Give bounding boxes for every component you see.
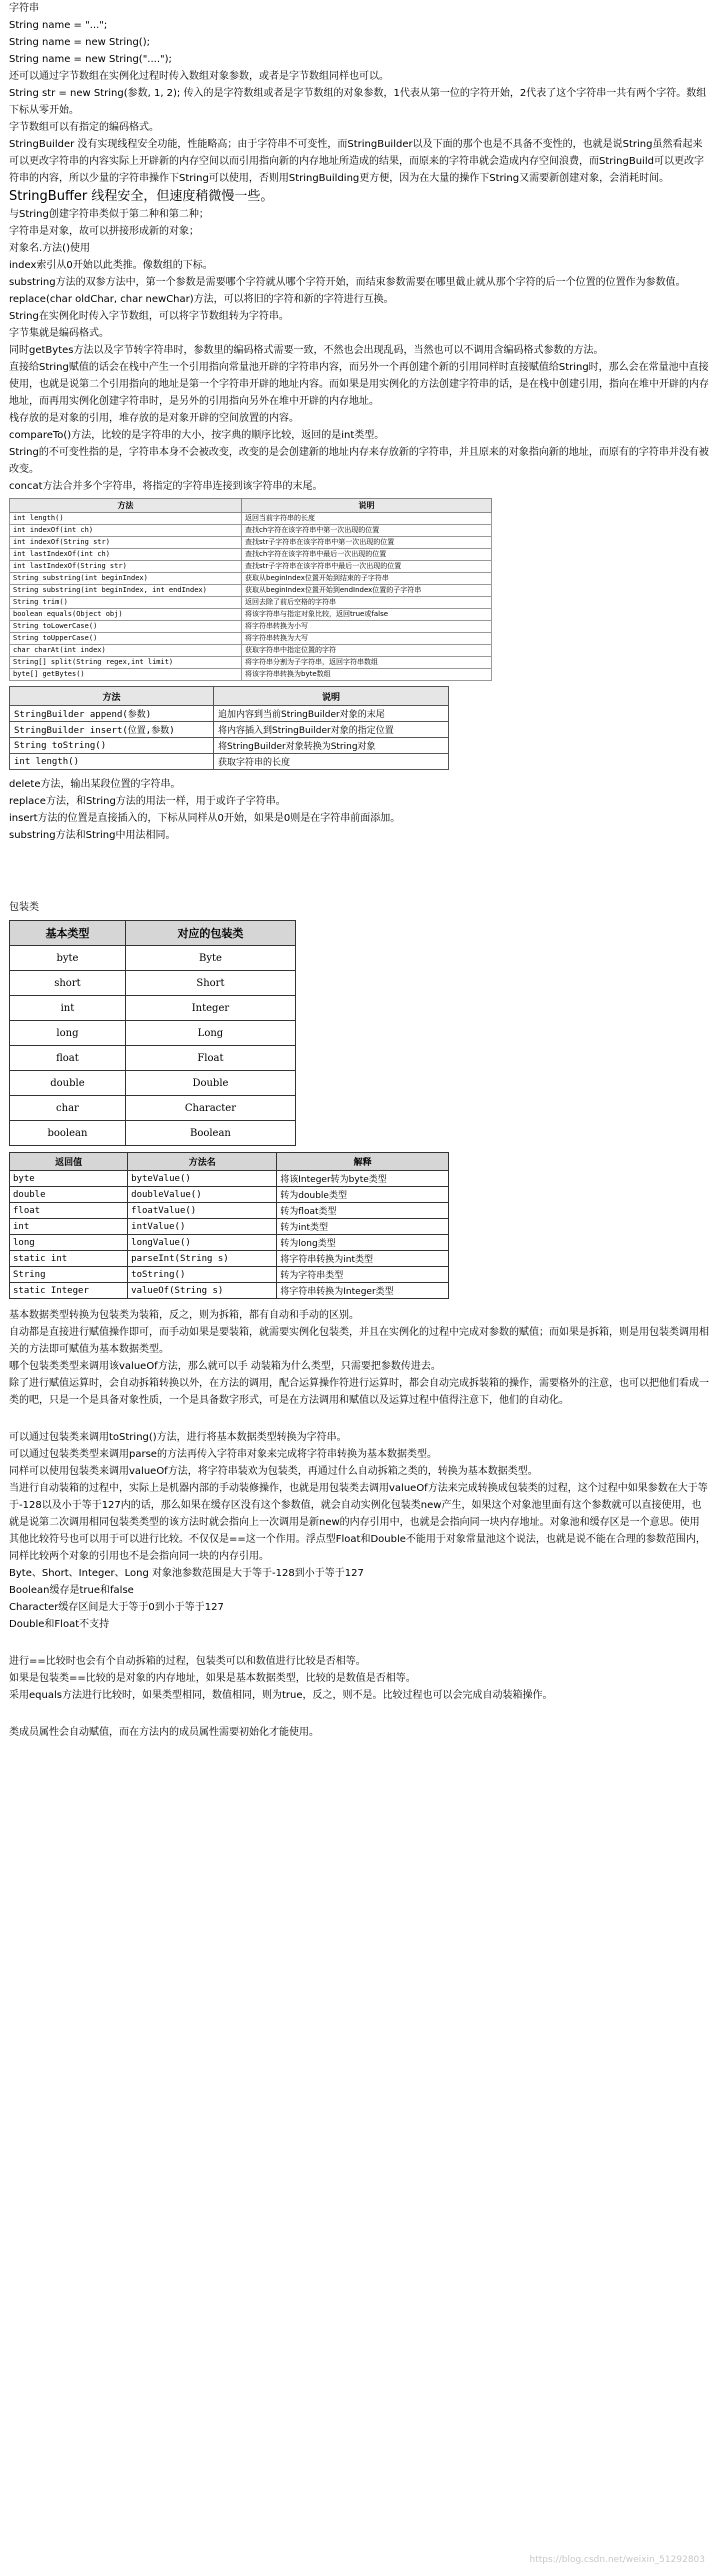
table-cell: 转为字符串类型 [277, 1267, 449, 1283]
paragraph: 字节集就是编码格式。 [9, 328, 109, 339]
paragraph: 自动都是直接进行赋值操作即可，而手动如果是要装箱，就需要实例化包装类，并且在实例化的过程中完成对参数的赋值；而如果是拆箱，则是用包装类调用相关的方法即可赋值为基本数据类型。 [9, 1327, 709, 1355]
table-row [10, 669, 492, 681]
paragraph: replace方法，和String方法的用法一样，用于或许子字符串。 [9, 796, 286, 807]
paragraph: Double和Float不支持 [9, 1619, 110, 1630]
paragraph: 同样可以使用包装类来调用valueOf方法，将字符串装欢为包装类，再通过什么自动拆箱之类的，转换为基本数据类型。 [9, 1466, 538, 1477]
paragraph: 采用equals方法进行比较时，如果类型相同，数值相同，则为true，反之，则不是。比较过程也可以会完成自动装箱操作。 [9, 1690, 553, 1701]
table-cell: 查找ch字符在该字符串中最后一次出现的位置 [242, 549, 492, 561]
table-row [10, 1171, 449, 1187]
paragraph: Byte、Short、Integer、Long 对象池参数范围是大于等于-128到小于等于127 [9, 1568, 364, 1579]
table-cell: int lastIndexOf(int ch) [10, 549, 242, 561]
table-cell: String[] split(String regex,int limit) [10, 657, 242, 669]
paragraph: 当进行自动装箱的过程中，实际上是机器内部的手动装修操作，也就是用包装类去调用valueOf方法来完成转换成包装类的过程，这个过程中如果参数在大于等于-128以及小于等于127内的话，那么如果在缓存区没有这个参数值，就会自动实例化包装类new产生，如果这个对象池里面有这个参数就可以直接使用，也就是说第二次调用相同包装类类型的该方法时就会指向上一次调用是新new的内存引用中，也就是会指向同一块内存地址。对象池和缓存区是一个意思。使用其他比较符号也可以用于可以进行比较。不仅仅是==这一个作用。浮点型Float和Double不能用于对象常量池这个说法，也就是说不能在合理的参数范围内，同样比较两个对象的引用也不是会指向同一块的内存引用。 [9, 1483, 708, 1562]
table-row [10, 1121, 296, 1146]
paragraph: 与String创建字符串类似于第二种和第二种； [9, 209, 209, 220]
table-cell: byte[] getBytes() [10, 669, 242, 681]
table-row [10, 1203, 449, 1219]
table-cell: 返回去除了前后空格的字符串 [242, 597, 492, 609]
table-cell: int length() [10, 513, 242, 525]
table-row [10, 996, 296, 1021]
table-cell: String toLowerCase() [10, 621, 242, 633]
table-row [10, 722, 449, 738]
table-cell: long [10, 1021, 126, 1046]
table-cell: Character [125, 1096, 295, 1121]
table-cell: 将字符串分割为子字符串，返回字符串数组 [242, 657, 492, 669]
table-header: 方法 [10, 687, 214, 706]
table-row [10, 573, 492, 585]
table-cell: char [10, 1096, 126, 1121]
table-cell: 将字符串转换为Integer类型 [277, 1283, 449, 1299]
table-row [10, 549, 492, 561]
paragraph: 类成员属性会自动赋值，而在方法内的成员属性需要初始化才能使用。 [9, 1727, 319, 1738]
table-cell: 查找str子字符串在该字符串中最后一次出现的位置 [242, 561, 492, 573]
table-cell: int indexOf(String str) [10, 537, 242, 549]
paragraph: 可以通过包装类类型来调用parse的方法再传入字符串对象来完成将字符串转换为基本数据类型。 [9, 1449, 437, 1460]
table-row [10, 946, 296, 971]
table-row [10, 561, 492, 573]
table-cell: 将字符串转换为小写 [242, 621, 492, 633]
table-header: 方法 [10, 499, 242, 513]
table-cell: 返回当前字符串的长度 [242, 513, 492, 525]
paragraph: 如果是包装类==比较的是对象的内存地址，如果是基本数据类型，比较的是数值是否相等。 [9, 1673, 416, 1684]
table-header: 对应的包装类 [125, 921, 295, 946]
paragraph: Boolean缓存是true和false [9, 1585, 134, 1596]
table-cell: 将StringBuilder对象转换为String对象 [214, 738, 449, 754]
table-row [10, 537, 492, 549]
table-row [10, 1251, 449, 1267]
table-cell: String [10, 1267, 128, 1283]
table-cell: StringBuilder insert(位置,参数) [10, 722, 214, 738]
table-cell: 获取从beginIndex位置开始到endIndex位置的子字符串 [242, 585, 492, 597]
paragraph: delete方法，输出某段位置的字符串。 [9, 779, 181, 790]
table-row [10, 597, 492, 609]
table-cell: 查找str子字符串在该字符串中第一次出现的位置 [242, 537, 492, 549]
table-cell: floatValue() [128, 1203, 277, 1219]
table-header: 说明 [214, 687, 449, 706]
table-cell: 获取字符串的长度 [214, 754, 449, 770]
paragraph: substring方法的双参方法中，第一个参数是需要哪个字符就从哪个字符开始，而结束参数需要在哪里截止就从那个字符的后一个位置的位置作为参数值。 [9, 277, 686, 288]
table-cell: valueOf(String s) [128, 1283, 277, 1299]
table-cell: 转为int类型 [277, 1219, 449, 1235]
table-cell: doubleValue() [128, 1187, 277, 1203]
table-cell: int indexOf(int ch) [10, 525, 242, 537]
table-header: 方法名 [128, 1153, 277, 1171]
table-cell: StringBuilder append(参数) [10, 706, 214, 722]
table-cell: Double [125, 1071, 295, 1096]
table-cell: double [10, 1187, 128, 1203]
table-cell: static Integer [10, 1283, 128, 1299]
string-methods-table [9, 498, 492, 681]
table-row [10, 1021, 296, 1046]
table-header: 说明 [242, 499, 492, 513]
paragraph: 基本数据类型转换为包装类为装箱，反之，则为拆箱，都有自动和手动的区别。 [9, 1310, 359, 1321]
table-cell: 将该Integer转为byte类型 [277, 1171, 449, 1187]
table-row [10, 585, 492, 597]
table-row [10, 706, 449, 722]
paragraph: String name = "..."; [9, 20, 108, 31]
table-cell: int lastIndexOf(String str) [10, 561, 242, 573]
paragraph: String name = new String("...."); [9, 54, 172, 65]
table-cell: int [10, 1219, 128, 1235]
paragraph: 同时getBytes方法以及字节转字符串时，参数里的编码格式需要一致，不然也会出现乱码，当然也可以不调用含编码格式参数的方法。 [9, 345, 604, 356]
paragraph: index索引从0开始以此类推。像数组的下标。 [9, 260, 213, 271]
table-row [10, 513, 492, 525]
table-cell: longValue() [128, 1235, 277, 1251]
table-cell: 查找ch字符在该字符串中第一次出现的位置 [242, 525, 492, 537]
table-cell: 将该字符串转换为byte数组 [242, 669, 492, 681]
table-cell: String substring(int beginIndex, int endIndex) [10, 585, 242, 597]
table-cell: Boolean [125, 1121, 295, 1146]
paragraph: String str = new String(参数, 1, 2); 传入的是字符数组或者是字节数组的对象参数，1代表从第一位的字符开始，2代表了这个字符串一共有两个字符。数组下标从零开始。 [9, 88, 707, 116]
table-cell: String substring(int beginIndex) [10, 573, 242, 585]
table-cell: 将字符串转换为int类型 [277, 1251, 449, 1267]
paragraph: String在实例化时传入字节数组，可以将字节数组转为字符串。 [9, 311, 289, 322]
table-cell: byteValue() [128, 1171, 277, 1187]
paragraph: 字节数组可以有指定的编码格式。 [9, 122, 159, 133]
table-cell: boolean equals(Object obj) [10, 609, 242, 621]
table-header: 基本类型 [10, 921, 126, 946]
table-cell: byte [10, 946, 126, 971]
table-cell: Short [125, 971, 295, 996]
table-row [10, 738, 449, 754]
table-cell: 转为double类型 [277, 1187, 449, 1203]
paragraph: 除了进行赋值运算时，会自动拆箱转换以外，在方法的调用，配合运算操作符进行运算时，都会自动完成拆装箱的操作，需要格外的注意，也可以把他们看成一类的吧，只是一个是具备对象性质，一个是具备数字形式，可是在方法调用和赋值以及运算过程中值得注意下，他们的自动化。 [9, 1378, 709, 1406]
table-cell: short [10, 971, 126, 996]
table-cell: 将内容插入到StringBuilder对象的指定位置 [214, 722, 449, 738]
table-cell: Long [125, 1021, 295, 1046]
table-row [10, 645, 492, 657]
table-row [10, 525, 492, 537]
table-row [10, 633, 492, 645]
paragraph: Character缓存区间是大于等于0到小于等于127 [9, 1602, 224, 1613]
table-cell: Float [125, 1046, 295, 1071]
paragraph: 对象名.方法()使用 [9, 243, 90, 254]
table-cell: String toUpperCase() [10, 633, 242, 645]
wrapper-class-table [9, 920, 296, 1146]
stringbuilder-methods-table [9, 686, 449, 770]
table-cell: 转为long类型 [277, 1235, 449, 1251]
table-row [10, 1096, 296, 1121]
table-cell: intValue() [128, 1219, 277, 1235]
table-cell: float [10, 1203, 128, 1219]
table-row [10, 1267, 449, 1283]
table-row [10, 609, 492, 621]
paragraph: substring方法和String中用法相同。 [9, 830, 176, 841]
table-row [10, 1071, 296, 1096]
table-cell: int length() [10, 754, 214, 770]
table-row [10, 754, 449, 770]
table-cell: 转为float类型 [277, 1203, 449, 1219]
table-cell: long [10, 1235, 128, 1251]
table-cell: float [10, 1046, 126, 1071]
table-row [10, 971, 296, 996]
table-row [10, 1235, 449, 1251]
table-cell: 追加内容到当前StringBuilder对象的末尾 [214, 706, 449, 722]
table-row [10, 1219, 449, 1235]
paragraph: 字符串是对象，故可以拼接形成新的对象； [9, 226, 199, 237]
paragraph: 栈存放的是对象的引用，堆存放的是对象开辟的空间放置的内容。 [9, 413, 299, 424]
section-title-string: 字符串 [9, 3, 39, 14]
table-cell: 将该字符串与指定对象比较，返回true或false [242, 609, 492, 621]
table-header: 解释 [277, 1153, 449, 1171]
paragraph: String name = new String(); [9, 37, 150, 48]
document-body [9, 0, 709, 1741]
paragraph-highlight: StringBuffer 线程安全，但速度稍微慢一些。 [9, 189, 274, 204]
paragraph: concat方法合并多个字符串，将指定的字符串连接到该字符串的末尾。 [9, 481, 323, 492]
table-cell: Integer [125, 996, 295, 1021]
paragraph: 哪个包装类类型来调用该valueOf方法，那么就可以手 动装箱为什么类型，只需要把参数传进去。 [9, 1361, 441, 1372]
table-cell: static int [10, 1251, 128, 1267]
table-row [10, 1187, 449, 1203]
paragraph: 还可以通过字节数组在实例化过程时传入数组对象参数，或者是字节数组同样也可以。 [9, 71, 389, 82]
table-cell: 获取字符串中指定位置的字符 [242, 645, 492, 657]
integer-methods-table [9, 1152, 449, 1299]
section-title-wrapper: 包装类 [9, 902, 39, 913]
paragraph: 直接给String赋值的话会在栈中产生一个引用指向常量池开辟的字符串内容，而另外一个再创建个新的引用同样时直接赋值给String时，那么会在常量池中直接使用，也就是说第二个引用指向的地址是第一个字符串开辟的地址内容。而如果是用实例化的方法创建字符串的话，是在栈中创建引用，指向在堆中开辟的内存地址，而再用实例化创建字符串时，是另外的引用指向另外在堆中开辟的内存地址。 [9, 362, 709, 407]
table-cell: 将字符串转换为大写 [242, 633, 492, 645]
paragraph: 进行==比较时也会有个自动拆箱的过程，包装类可以和数值进行比较是否相等。 [9, 1656, 366, 1667]
table-cell: double [10, 1071, 126, 1096]
table-row [10, 621, 492, 633]
table-cell: String trim() [10, 597, 242, 609]
table-cell: char charAt(int index) [10, 645, 242, 657]
table-row [10, 657, 492, 669]
paragraph: 可以通过包装类来调用toString()方法，进行将基本数据类型转换为字符串。 [9, 1432, 347, 1443]
table-cell: 获取从beginIndex位置开始到结束的子字符串 [242, 573, 492, 585]
paragraph: insert方法的位置是直接插入的，下标从同样从0开始，如果是0则是在字符串前面添加。 [9, 813, 401, 824]
paragraph: StringBuilder 没有实现线程安全功能，性能略高；由于字符串不可变性，而StringBuilder以及下面的那个也是不具备不变性的，也就是说String虽然看起来可以更改字符串的内容实际上开辟新的内存空间以而引用指向新的内存地址所造成的结果，而原来的字符串就会造成内存空间浪费，而StringBuild可以更改字符串的内容，所以少量的字符串操作下String可以使用，否则用StringBuilding更方便，因为在大量的操作下String又需要新创建对象，会消耗时间。 [9, 139, 704, 184]
table-header: 返回值 [10, 1153, 128, 1171]
table-row [10, 1283, 449, 1299]
table-row [10, 1046, 296, 1071]
table-cell: toString() [128, 1267, 277, 1283]
table-cell: byte [10, 1171, 128, 1187]
table-cell: parseInt(String s) [128, 1251, 277, 1267]
watermark: https://blog.csdn.net/weixin_51292803 [529, 2555, 705, 2565]
table-cell: int [10, 996, 126, 1021]
table-cell: String toString() [10, 738, 214, 754]
paragraph: String的不可变性指的是，字符串本身不会被改变，改变的是会创建新的地址内存来存放新的字符串，并且原来的对象指向新的地址，而原有的字符串并没有被改变。 [9, 447, 709, 475]
table-cell: Byte [125, 946, 295, 971]
paragraph: compareTo()方法，比较的是字符串的大小，按字典的顺序比较，返回的是int类型。 [9, 430, 385, 441]
paragraph: replace(char oldChar, char newChar)方法，可以将旧的字符和新的字符进行互换。 [9, 294, 394, 305]
table-cell: boolean [10, 1121, 126, 1146]
